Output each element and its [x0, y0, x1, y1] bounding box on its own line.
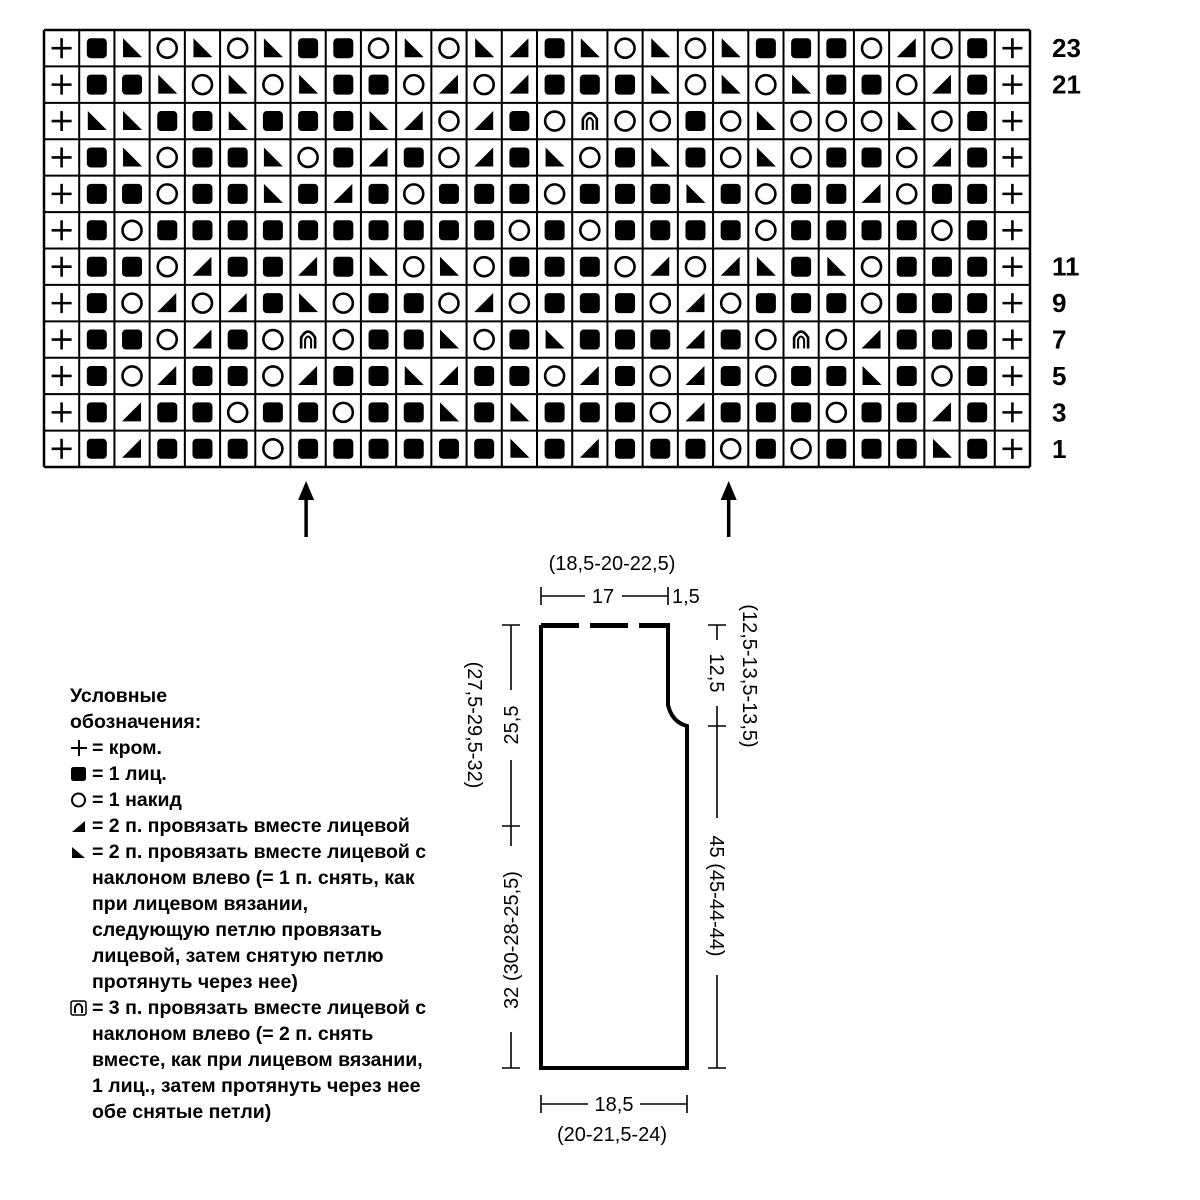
legend-item-ssk — [70, 839, 430, 995]
legend-item-selvage — [70, 735, 430, 761]
legend-text-k2tog: = 2 п. провязать вместе лицевой — [92, 815, 410, 837]
legend-title-line2: обозначения: — [70, 711, 202, 733]
right-upper-alt-label: (12,5-13,5-13,5) — [738, 604, 760, 748]
legend-text-sk2p: = 3 п. провязать вместе лицевой с наклоном влево (= 2 п. снять вместе, как при лицевом вязании, 1 лиц., затем протянуть через нее обе снятые петли) — [92, 997, 427, 1123]
row-number-label: 21 — [1052, 69, 1081, 100]
legend-title-line1: Условные — [70, 685, 168, 707]
plus-icon — [70, 737, 88, 759]
left-upper-alt-label: (27,5-29,5-32) — [463, 661, 485, 789]
legend-text-knit: = 1 лиц. — [92, 763, 167, 785]
square-icon — [70, 763, 88, 785]
top-width-alt-label: (18,5-20-22,5) — [548, 553, 676, 575]
row-number-label: 9 — [1052, 288, 1067, 319]
legend-item-knit — [70, 761, 430, 787]
bottom-width-label: 18,5 — [594, 1094, 634, 1116]
legend-text-yarn-over: = 1 накид — [92, 789, 182, 811]
right-upper-label: 12,5 — [705, 653, 727, 693]
row-number-label: 5 — [1052, 360, 1067, 391]
ssk-icon — [70, 841, 88, 863]
legend-item-yarn-over — [70, 787, 430, 813]
left-upper-label: 25,5 — [501, 705, 523, 745]
legend-item-k2tog — [70, 813, 430, 839]
row-number-label: 7 — [1052, 324, 1067, 355]
legend — [70, 683, 430, 1125]
legend-item-sk2p — [70, 995, 430, 1125]
top-width-label: 17 — [591, 586, 615, 608]
circle-icon — [70, 789, 88, 811]
row-number-label: 11 — [1052, 251, 1080, 282]
top-offset-label: 1,5 — [672, 586, 700, 608]
bottom-width-alt-label: (20-21,5-24) — [556, 1124, 668, 1146]
sk2p-icon — [70, 997, 88, 1019]
legend-text-ssk: = 2 п. провязать вместе лицевой с наклоном влево (= 1 п. снять, как при лицевом вязании, следующую петлю провязать лицевой, затем снятую петлю протянуть через нее) — [92, 841, 427, 993]
row-number-label: 3 — [1052, 397, 1067, 428]
right-lower-label: 45 (45-44-44) — [705, 835, 727, 957]
row-number-label: 1 — [1052, 433, 1067, 464]
row-number-label: 23 — [1052, 33, 1081, 64]
k2tog-icon — [70, 815, 88, 837]
legend-text-selvage: = кром. — [92, 737, 162, 759]
left-lower-label: 32 (30-28-25,5) — [501, 871, 523, 1009]
